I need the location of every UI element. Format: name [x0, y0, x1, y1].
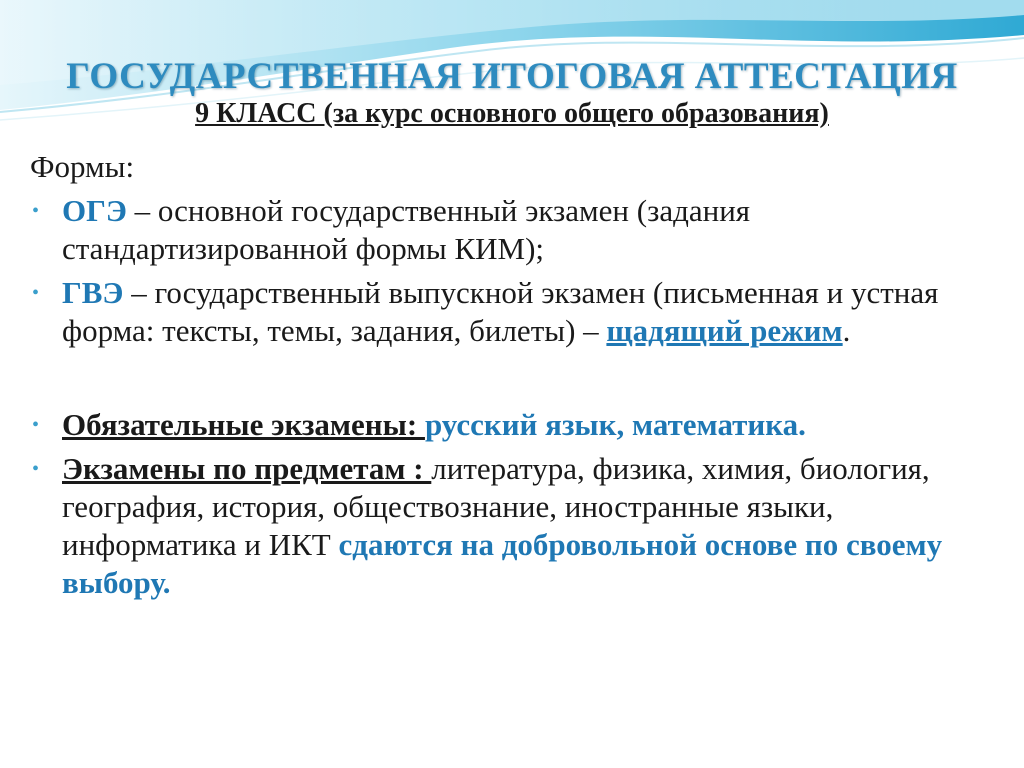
bullet-mandatory — [30, 406, 1005, 444]
spacer — [30, 356, 1005, 406]
mandatory-subjects: русский язык, математика. — [424, 407, 806, 442]
gve-highlight: щадящий режим — [606, 313, 843, 348]
gve-end: . — [842, 313, 851, 348]
bullet-oge — [30, 192, 1005, 268]
bullet-dot-icon: • — [32, 458, 40, 480]
bullet-dot-icon: • — [32, 282, 40, 304]
mandatory-label: Обязательные экзамены: — [62, 407, 425, 442]
elective-note: сдаются на добровольной основе по своему выбору. — [62, 527, 943, 600]
forms-label: Формы: — [30, 149, 135, 184]
bullet-gve — [30, 274, 1005, 350]
bullet-elective — [30, 450, 1005, 602]
bullet-dot-icon: • — [32, 414, 40, 436]
oge-term: ОГЭ — [62, 193, 127, 228]
oge-text: – основной государственный экзамен (задания стандартизированной формы КИМ); — [62, 193, 751, 266]
slide-body — [30, 148, 1005, 608]
gve-text: – государственный выпускной экзамен (письменная и устная форма: тексты, темы, задания, билеты) – — [62, 275, 939, 348]
elective-subjects: литература, физика, химия, биология, география, история, обществознание, иностранные языки, информатика и ИКТ — [62, 451, 930, 562]
elective-label: Экзамены по предметам : — [62, 451, 432, 486]
slide-title: ГОСУДАРСТВЕННАЯ ИТОГОВАЯ АТТЕСТАЦИЯ — [66, 56, 958, 97]
slide-subtitle: 9 КЛАСС (за курс основного общего образования) — [195, 98, 829, 129]
bullet-dot-icon: • — [32, 200, 40, 222]
gve-term: ГВЭ — [62, 275, 124, 310]
